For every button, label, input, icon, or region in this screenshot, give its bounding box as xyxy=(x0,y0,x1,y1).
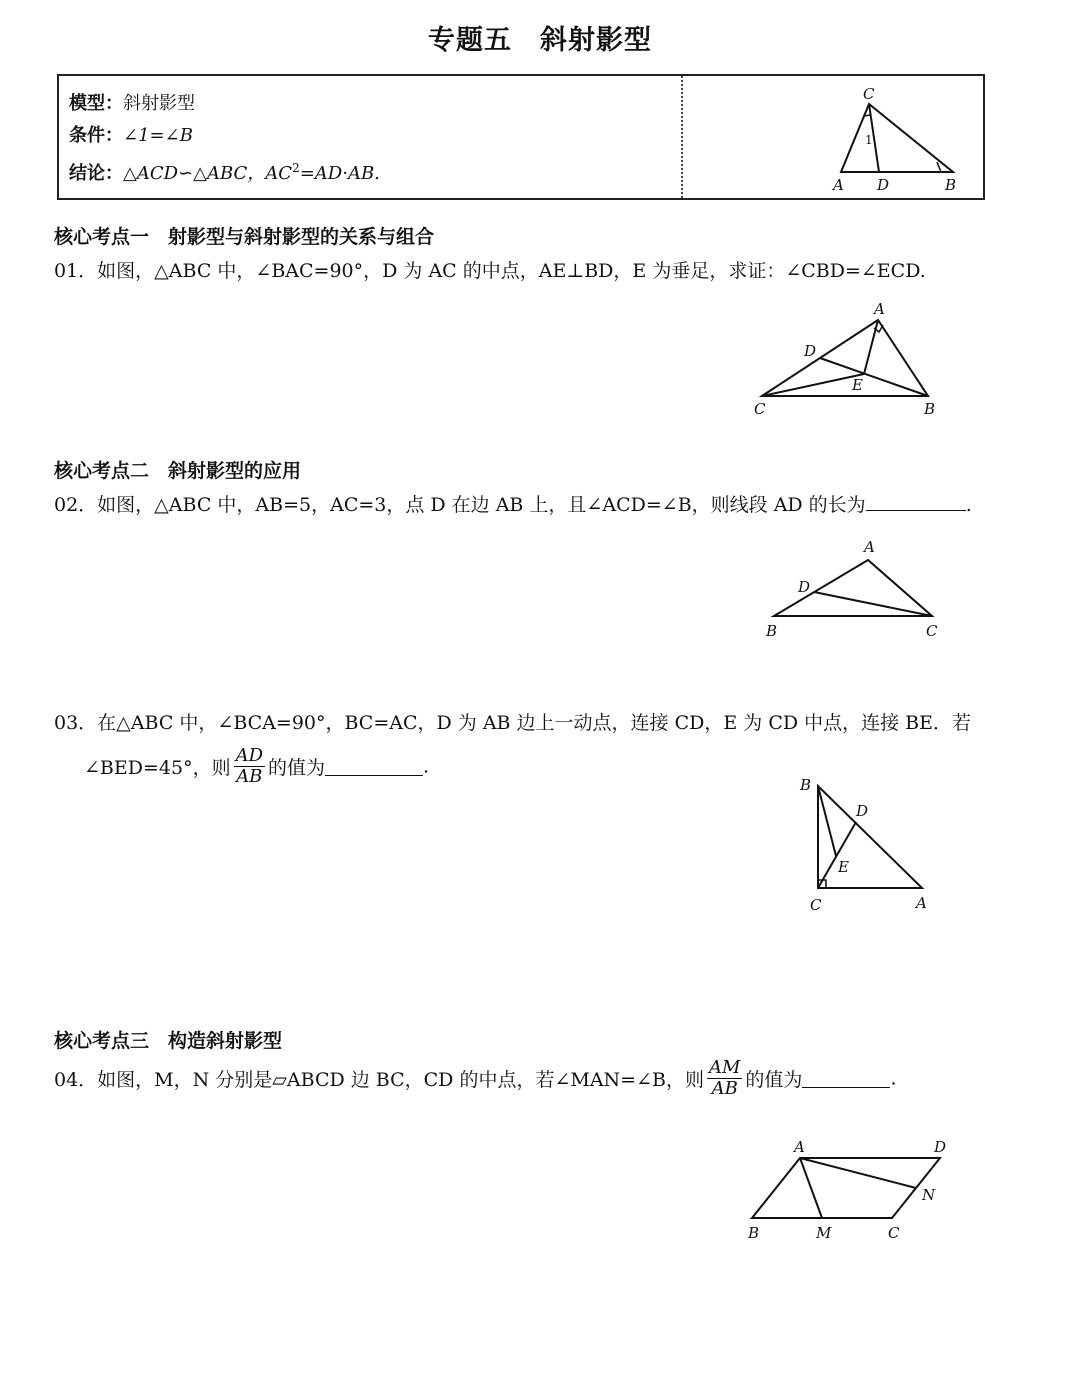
frac04-denominator: AB xyxy=(711,1078,738,1099)
model-box xyxy=(57,74,985,200)
fig02-label-a: A xyxy=(864,538,875,556)
fig03-triangle xyxy=(818,786,922,888)
label-d: D xyxy=(877,176,890,194)
question-03-line1: 03．在△ABC 中，∠BCA=90°，BC=AC，D 为 AB 边上一动点，连接 CD，E 为 CD 中点，连接 BE．若 xyxy=(54,712,972,734)
question-02 xyxy=(54,490,972,517)
condition-row xyxy=(69,120,193,152)
question-03-line2 xyxy=(84,746,429,787)
label-b: B xyxy=(945,176,957,194)
conclusion-row xyxy=(69,152,380,190)
model-angle-b-mark xyxy=(937,162,941,172)
fig04-parallelogram xyxy=(752,1158,940,1218)
condition-label: 条件： xyxy=(69,125,123,146)
question-04-end: . xyxy=(890,1067,897,1090)
fig03-segment-be xyxy=(818,786,836,856)
label-c: C xyxy=(863,85,875,103)
frac03-denominator: AB xyxy=(236,766,263,787)
fig02-label-b: B xyxy=(766,622,778,640)
fig01-label-c: C xyxy=(754,400,766,418)
question-02-end: . xyxy=(965,494,972,516)
model-triangle xyxy=(841,104,953,172)
model-value: 斜射影型 xyxy=(123,93,195,114)
figure-03 xyxy=(792,770,942,916)
fig04-label-a: A xyxy=(794,1138,805,1156)
question-03-pre: ∠BED=45°，则 xyxy=(84,757,231,779)
fig01-label-d: D xyxy=(804,342,817,360)
question-03-fraction xyxy=(234,746,265,787)
fig03-label-c: C xyxy=(810,896,822,914)
question-04 xyxy=(54,1058,896,1099)
question-04-fraction xyxy=(707,1058,742,1099)
fig04-label-c: C xyxy=(888,1224,900,1242)
frac03-numerator: AD xyxy=(235,745,264,766)
fig04-segment-am xyxy=(800,1158,822,1218)
section3-heading: 核心考点三 构造斜射影型 xyxy=(54,1030,283,1052)
conclusion-value-pre: △ACD∽△ABC，AC xyxy=(123,163,293,184)
fig04-label-d: D xyxy=(934,1138,947,1156)
fig01-segment-bd xyxy=(820,358,928,396)
label-angle-1: 1 xyxy=(865,133,873,147)
fig04-label-m: M xyxy=(816,1224,832,1242)
model-row xyxy=(69,88,195,120)
model-figure xyxy=(759,82,959,196)
fig04-label-n: N xyxy=(922,1186,936,1204)
figure-02 xyxy=(758,536,958,642)
fig01-label-b: B xyxy=(924,400,936,418)
section1-heading: 核心考点一 射影型与斜射影型的关系与组合 xyxy=(54,226,435,248)
fig03-label-a: A xyxy=(916,894,927,912)
answer-blank-02[interactable] xyxy=(866,492,966,511)
fig03-label-e: E xyxy=(838,858,849,876)
fig01-triangle xyxy=(762,320,928,396)
conclusion-label: 结论： xyxy=(69,163,123,184)
fig02-label-d: D xyxy=(798,578,811,596)
question-03-end: . xyxy=(423,755,430,778)
fig01-label-e: E xyxy=(852,376,863,394)
fig03-segment-cd xyxy=(818,822,856,888)
question-01: 01．如图，△ABC 中，∠BAC=90°，D 为 AC 的中点，AE⊥BD，E 为垂足，求证：∠CBD=∠ECD. xyxy=(54,260,926,282)
conclusion-sup: 2 xyxy=(292,161,300,175)
model-label: 模型： xyxy=(69,93,123,114)
question-04-post: 的值为 xyxy=(745,1069,803,1091)
question-03-post: 的值为 xyxy=(268,757,326,779)
section2-heading: 核心考点二 斜射影型的应用 xyxy=(54,460,302,482)
conclusion-value-post: =AD·AB. xyxy=(299,163,380,184)
model-angle-mark xyxy=(863,115,871,116)
question-04-pre: 04．如图，M，N 分别是▱ABCD 边 BC，CD 的中点，若∠MAN=∠B，则 xyxy=(54,1069,704,1091)
fig03-label-b: B xyxy=(800,776,812,794)
figure-01 xyxy=(748,298,948,422)
model-divider xyxy=(681,76,683,198)
frac04-numerator: AM xyxy=(708,1057,741,1078)
figure-04 xyxy=(740,1134,960,1246)
condition-value: ∠1=∠B xyxy=(123,125,193,146)
label-a: A xyxy=(833,176,844,194)
question-02-text: 02．如图，△ABC 中，AB=5，AC=3，点 D 在边 AB 上，且∠ACD=∠B，则线段 AD 的长为 xyxy=(54,494,866,516)
fig04-segment-an xyxy=(800,1158,916,1188)
fig02-label-c: C xyxy=(926,622,938,640)
fig01-label-a: A xyxy=(874,300,885,318)
page-title: 专题五 斜射影型 xyxy=(428,25,652,56)
answer-blank-04[interactable] xyxy=(802,1069,890,1088)
fig03-label-d: D xyxy=(856,802,869,820)
answer-blank-03[interactable] xyxy=(325,757,423,776)
fig04-label-b: B xyxy=(748,1224,760,1242)
fig02-segment-cd xyxy=(814,592,932,616)
